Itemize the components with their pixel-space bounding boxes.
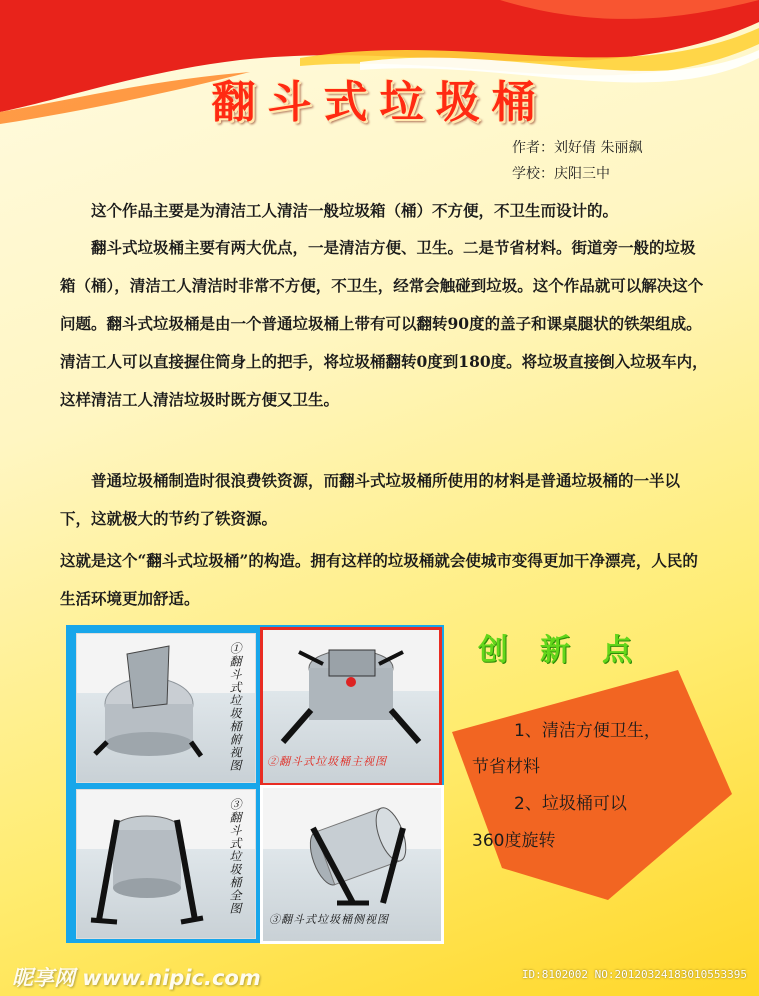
advantages-paragraph: 翻斗式垃圾桶主要有两大优点，一是清洁方便、卫生。二是节省材料。街道旁一般的垃圾箱（桶），清洁工人清洁时非常不方便，不卫生，经常会触碰到垃圾。这个作品就可以解决这个问题。翻斗式垃圾桶是由一个普通垃圾桶上带有可以翻转90度的盖子和课桌腿状的铁架组成。清洁工人可以直接握住筒身上的把手，将垃圾桶翻转0度到180度。将垃圾直接倒入垃圾车内，这样清洁工人清洁垃圾时既方便又卫生。 [60, 238, 708, 409]
material-paragraph: 普通垃圾桶制造时很浪费铁资源，而翻斗式垃圾桶所使用的材料是普通垃圾桶的一半以下，这就极大的节约了铁资源。 [60, 471, 681, 528]
innovation-line-1: 1、清洁方便卫生， [514, 721, 661, 741]
photo-collage [66, 625, 444, 943]
photo-caption-1: ①翻斗式垃圾桶俯视图 [228, 642, 242, 772]
innovation-line-3: 2、垃圾桶可以 [514, 794, 627, 814]
intro-paragraph: 这个作品主要是为清洁工人清洁一般垃圾箱（桶）不方便，不卫生而设计的。 [91, 201, 619, 220]
photo-front-view [260, 627, 442, 786]
photo-side-view [260, 785, 444, 944]
innovation-line-2: 节省材料 [472, 757, 540, 777]
trash-can-illustration [77, 634, 207, 782]
school-line: 学校：庆阳三中 [512, 166, 610, 182]
image-id-text: ID:8102002 NO:20120324183010553395 [521, 968, 747, 981]
conclusion-paragraph: 这就是这个“翻斗式垃圾桶”的构造。拥有这样的垃圾桶就会使城市变得更加干净漂亮，人民的生活环境更加舒适。 [60, 551, 698, 608]
watermark-logo: 昵享网 www.nipic.com [12, 966, 261, 990]
innovation-pentagon [440, 662, 740, 902]
photo-full-view [76, 789, 256, 939]
innovation-title: 创新点 [478, 633, 664, 668]
trash-can-illustration [263, 630, 439, 750]
page-title: 翻斗式垃圾桶 [211, 77, 548, 128]
innovation-line-4: 360度旋转 [472, 831, 556, 851]
trash-can-illustration [263, 788, 441, 908]
photo-caption-4: ③翻斗式垃圾桶侧视图 [269, 913, 389, 926]
photo-top-view [76, 633, 256, 783]
photo-caption-2: ②翻斗式垃圾桶主视图 [267, 755, 387, 768]
author-line: 作者：刘好倩 朱丽飙 [512, 140, 643, 156]
trash-can-illustration [77, 790, 207, 938]
photo-caption-3: ③翻斗式垃圾桶全图 [228, 798, 242, 915]
